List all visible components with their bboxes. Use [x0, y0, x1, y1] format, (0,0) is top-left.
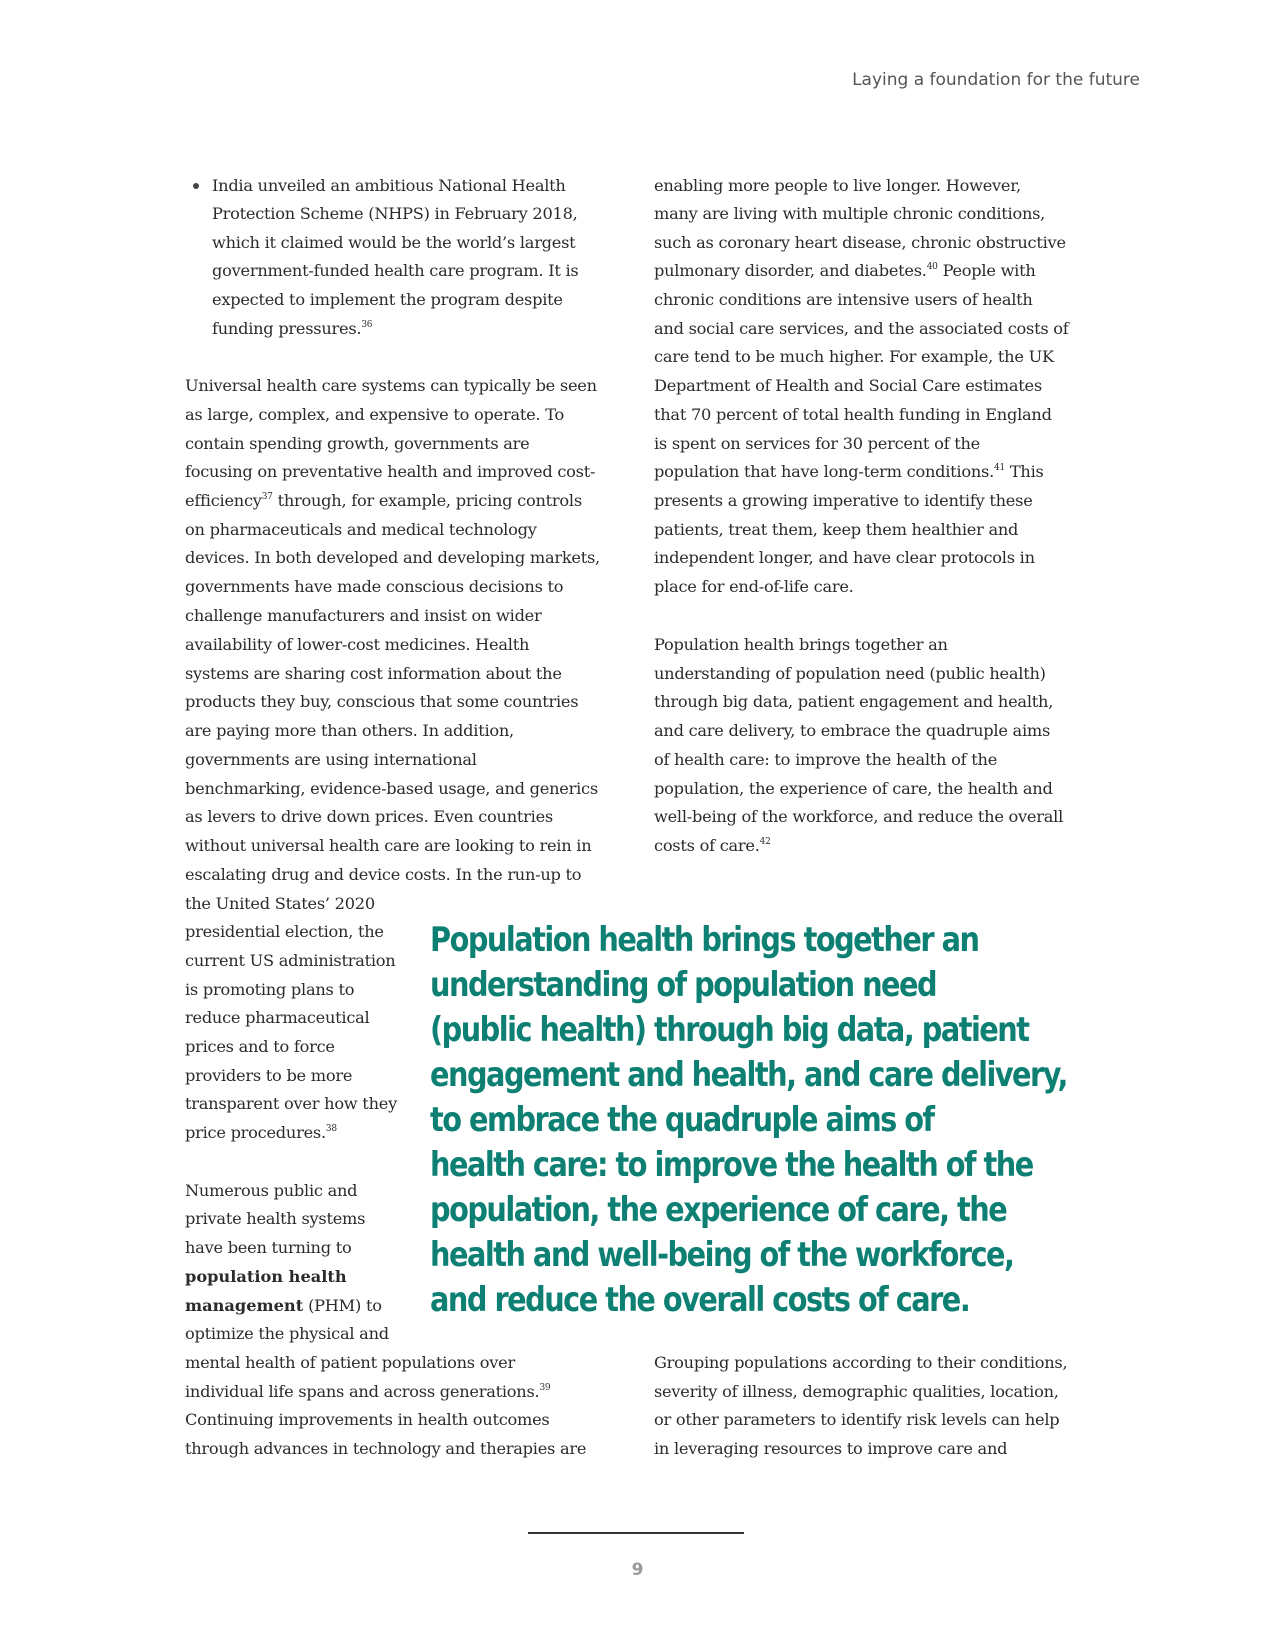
text-line: escalating drug and device costs. In the run-up to [185, 865, 582, 884]
text-line: transparent over how they [185, 1094, 397, 1113]
footnote-ref: 36 [361, 320, 373, 330]
text-line: governments are using international [185, 750, 477, 769]
text-line: are paying more than others. In addition, [185, 721, 514, 740]
text-line: Population health brings together an [654, 635, 948, 654]
text-line: reduce pharmaceutical [185, 1008, 370, 1027]
text-line: enabling more people to live longer. However, [654, 176, 1021, 195]
text-line: systems are sharing cost information about the [185, 664, 562, 683]
text-line: India unveiled an ambitious National Health [212, 176, 566, 195]
footnote-ref: 38 [325, 1124, 337, 1134]
text-line [185, 1263, 347, 1291]
pull-quote-line: Population health brings together an [430, 920, 979, 960]
bullet-dot [193, 183, 199, 189]
text-line: patients, treat them, keep them healthier and [654, 520, 1019, 539]
text-line: which it claimed would be the world’s largest [212, 233, 576, 252]
text-line: or other parameters to identify risk levels can help [654, 1410, 1060, 1429]
text-line: place for end-of-life care. [654, 577, 854, 596]
text-line: private health systems [185, 1209, 366, 1228]
footnote-ref: 39 [539, 1383, 551, 1393]
text-line: as large, complex, and expensive to operate. To [185, 405, 565, 424]
footer-divider [528, 1532, 744, 1534]
text-line: expected to implement the program despite [212, 290, 563, 309]
text-line: optimize the physical and [185, 1324, 389, 1343]
text-line: understanding of population need (public health) [654, 664, 1046, 683]
pull-quote-line: understanding of population need [430, 965, 937, 1005]
text-line: without universal health care are looking to rein in [185, 836, 592, 855]
text-line: products they buy, conscious that some countries [185, 692, 579, 711]
text-line: funding pressures.$^{36}$ [212, 319, 373, 338]
pull-quote-line: (public health) through big data, patient [430, 1010, 1029, 1050]
text-line: that 70 percent of total health funding in England [654, 405, 1052, 424]
text-line: contain spending growth, governments are [185, 434, 530, 453]
text-line: pulmonary disorder, and diabetes.$^{40}$ People with [654, 261, 1036, 280]
footnote-ref: 40 [926, 262, 938, 272]
text-line: individual life spans and across generations.$^{39}$ [185, 1382, 551, 1401]
text-line: price procedures.$^{38}$ [185, 1123, 337, 1142]
text-line: of health care: to improve the health of the [654, 750, 998, 769]
pull-quote-line: and reduce the overall costs of care. [430, 1280, 970, 1320]
footnote-ref: 42 [759, 837, 771, 847]
text-line: mental health of patient populations over [185, 1353, 515, 1372]
text-line: care tend to be much higher. For example, the UK [654, 347, 1054, 366]
text-line: population that have long-term conditions.$^{41}$ This [654, 462, 1044, 481]
text-line: prices and to force [185, 1037, 335, 1056]
text-line: presents a growing imperative to identify these [654, 491, 1033, 510]
text-line: Continuing improvements in health outcomes [185, 1410, 550, 1429]
text-line: through big data, patient engagement and health, [654, 692, 1054, 711]
text-line: as levers to drive down prices. Even countries [185, 807, 553, 826]
text-line: efficiency$^{37}$ through, for example, pricing controls [185, 491, 582, 510]
text-line: on pharmaceuticals and medical technology [185, 520, 537, 539]
text-line: providers to be more [185, 1066, 353, 1085]
text-line: Grouping populations according to their conditions, [654, 1353, 1068, 1372]
text-line: severity of illness, demographic qualities, location, [654, 1382, 1059, 1401]
key-term: population health [185, 1267, 347, 1286]
pull-quote-line: health care: to improve the health of the [430, 1145, 1033, 1185]
text-line: such as coronary heart disease, chronic obstructive [654, 233, 1066, 252]
text-line: governments have made conscious decisions to [185, 577, 564, 596]
pull-quote-line: engagement and health, and care delivery, [430, 1055, 1067, 1095]
text-line: challenge manufacturers and insist on wider [185, 606, 542, 625]
text-line: benchmarking, evidence-based usage, and generics [185, 779, 598, 798]
text-line: presidential election, the [185, 922, 384, 941]
text-line: Numerous public and [185, 1181, 358, 1200]
text-line: focusing on preventative health and improved cost- [185, 462, 596, 481]
key-term: management [185, 1296, 304, 1315]
text-line: the United States’ 2020 [185, 894, 375, 913]
text-line: many are living with multiple chronic conditions, [654, 204, 1046, 223]
text-line: Universal health care systems can typically be seen [185, 376, 597, 395]
text-line: Department of Health and Social Care estimates [654, 376, 1042, 395]
text-line: and care delivery, to embrace the quadruple aims [654, 721, 1051, 740]
pull-quote-line: health and well-being of the workforce, [430, 1235, 1014, 1275]
running-header: Laying a foundation for the future [852, 70, 1140, 90]
text-line: management (PHM) to [185, 1296, 382, 1315]
text-line: current US administration [185, 951, 396, 970]
text-line: is spent on services for 30 percent of the [654, 434, 980, 453]
footnote-ref: 37 [261, 492, 273, 502]
page-number: 9 [631, 1560, 644, 1580]
text-line: Protection Scheme (NHPS) in February 2018, [212, 204, 578, 223]
text-line: and social care services, and the associated costs of [654, 319, 1069, 338]
text-line: chronic conditions are intensive users of health [654, 290, 1033, 309]
text-line: independent longer, and have clear protocols in [654, 548, 1035, 567]
text-line: costs of care.$^{42}$ [654, 836, 771, 855]
text-line: well-being of the workforce, and reduce the overall [654, 807, 1064, 826]
text-line: devices. In both developed and developing markets, [185, 548, 600, 567]
text-line: availability of lower-cost medicines. Health [185, 635, 530, 654]
pull-quote-line: population, the experience of care, the [430, 1190, 1007, 1230]
text-line: have been turning to [185, 1238, 352, 1257]
footnote-ref: 41 [993, 463, 1005, 473]
text-line: in leveraging resources to improve care and [654, 1439, 1008, 1458]
text-line: population, the experience of care, the health and [654, 779, 1053, 798]
text-line: is promoting plans to [185, 980, 355, 999]
text-line: through advances in technology and therapies are [185, 1439, 587, 1458]
pull-quote-line: to embrace the quadruple aims of [430, 1100, 934, 1140]
text-line: government-funded health care program. It is [212, 261, 579, 280]
